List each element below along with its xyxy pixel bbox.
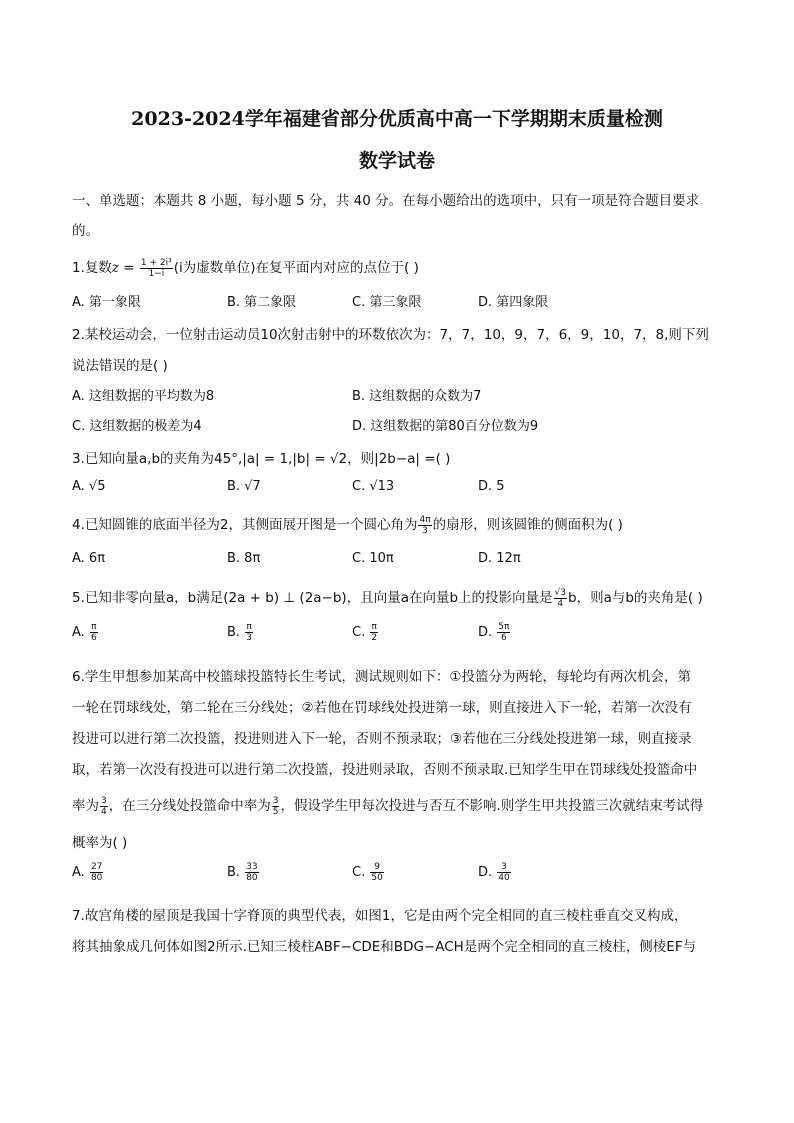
- page-title: 2023-2024学年福建省部分优质高中高一下学期期末质量检测: [131, 108, 663, 130]
- q1-option-d[interactable]: D. 第四象限: [478, 295, 549, 310]
- question-2-line1: 2.某校运动会，一位射击运动员10次射击射中的环数依次为：7，7，10，9，7，6，9，10，7，8,则下列: [72, 327, 709, 343]
- q6-option-b[interactable]: B. $\frac{33}{80}$: [227, 862, 258, 883]
- q5-option-d[interactable]: D. $\frac{5\pi}{6}$: [478, 622, 510, 643]
- question-4: 4.已知圆锥的底面半径为2，其侧面展开图是一个圆心角为 $\frac{4\pi}{3}$ 的扇形，则该圆锥的侧面积为( ): [72, 514, 623, 536]
- q4-option-a[interactable]: A. 6π: [72, 551, 106, 566]
- question-6-line3: 投进可以进行第二次投篮，投进则进入下一轮，否则不预录取；③若他在三分线处投进第一球，则直接录: [72, 731, 692, 747]
- section-instructions-line2: 的。: [72, 223, 99, 239]
- q3-option-d[interactable]: D. 5: [478, 479, 505, 494]
- q5-fraction: $\frac{√3}{4}$: [554, 587, 567, 609]
- question-1: 1.复数z = $\frac{\text{1 + 2i³}}{1-i}$ (i为虚数单位)在复平面内对应的点位于( ): [72, 257, 419, 279]
- q4-option-b[interactable]: B. 8π: [227, 551, 261, 566]
- page-subtitle: 数学试卷: [358, 150, 435, 172]
- q2-option-b[interactable]: B. 这组数据的众数为7: [352, 389, 482, 404]
- q3-option-a[interactable]: A. √5: [72, 479, 106, 494]
- q4-option-d[interactable]: D. 12π: [478, 551, 521, 566]
- question-5: 5.已知非零向量a，b满足(2a + b) ⊥ (2a−b)，且向量a在向量b上的投影向量是 $\frac{√3}{4}$ b，则a与b的夹角是( ): [72, 587, 703, 609]
- q6-option-c[interactable]: C. $\frac{9}{50}$: [352, 862, 383, 883]
- question-3: 3.已知向量a,b的夹角为45°,|a| = 1,|b| = √2，则|2b−a| =( ): [72, 451, 451, 467]
- q1-option-a[interactable]: A. 第一象限: [72, 295, 141, 310]
- q5-option-b[interactable]: B. $\frac{\pi}{3}$: [227, 622, 252, 643]
- question-6-line6: 概率为( ): [72, 835, 128, 851]
- q4-fraction: $\frac{4\pi}{3}$: [419, 514, 431, 536]
- q2-option-d[interactable]: D. 这组数据的第80百分位数为9: [352, 419, 539, 434]
- question-6-line1: 6.学生甲想参加某高中校篮球投篮特长生考试，测试规则如下：①投篮分为两轮，每轮均有两次机会，第: [72, 669, 691, 685]
- q3-option-c[interactable]: C. √13: [352, 479, 395, 494]
- q1-option-c[interactable]: C. 第三象限: [352, 295, 422, 310]
- q3-option-b[interactable]: B. √7: [227, 479, 261, 494]
- q5-option-a[interactable]: A. $\frac{\pi}{6}$: [72, 622, 97, 643]
- question-6-line2: 一轮在罚球线处，第二轮在三分线处；②若他在罚球线处投进第一球，则直接进入下一轮，若第一次没有: [72, 700, 692, 716]
- q5-option-c[interactable]: C. $\frac{\pi}{2}$: [352, 622, 378, 643]
- q2-option-a[interactable]: A. 这组数据的平均数为8: [72, 389, 215, 404]
- question-6-line4: 取，若第一次没有投进可以进行第二次投篮，投进则录取，否则不预录取.已知学生甲在罚球线处投篮命中: [72, 762, 698, 778]
- question-6-line5: 率为 $\frac{3}{4}$ ，在三分线处投篮命中率为 $\frac{3}{5}$ ，假设学生甲每次投进与否互不影响.则学生甲共投篮三次就结束考试得: [72, 795, 704, 817]
- q2-option-c[interactable]: C. 这组数据的极差为4: [72, 419, 202, 434]
- q6-option-d[interactable]: D. $\frac{3}{40}$: [478, 862, 510, 883]
- q1-option-b[interactable]: B. 第二象限: [227, 295, 297, 310]
- question-2-line2: 说法错误的是( ): [72, 358, 168, 374]
- q6-option-a[interactable]: A. $\frac{27}{80}$: [72, 862, 103, 883]
- q4-option-c[interactable]: C. 10π: [352, 551, 394, 566]
- q1-fraction: $\frac{\text{1 + 2i³}}{1-i}$: [140, 257, 172, 279]
- question-7-line1: 7.故宫角楼的屋顶是我国十字脊顶的典型代表，如图1，它是由两个完全相同的直三棱柱垂直交叉构成，: [72, 908, 688, 924]
- question-7-line2: 将其抽象成几何体如图2所示.已知三棱柱ABF−CDE和BDG−ACH是两个完全相同的直三棱柱，侧棱EF与: [72, 939, 697, 955]
- section-instructions-line1: 一、单选题：本题共 8 小题，每小题 5 分，共 40 分。在每小题给出的选项中，只有一项是符合题目要求: [72, 193, 700, 209]
